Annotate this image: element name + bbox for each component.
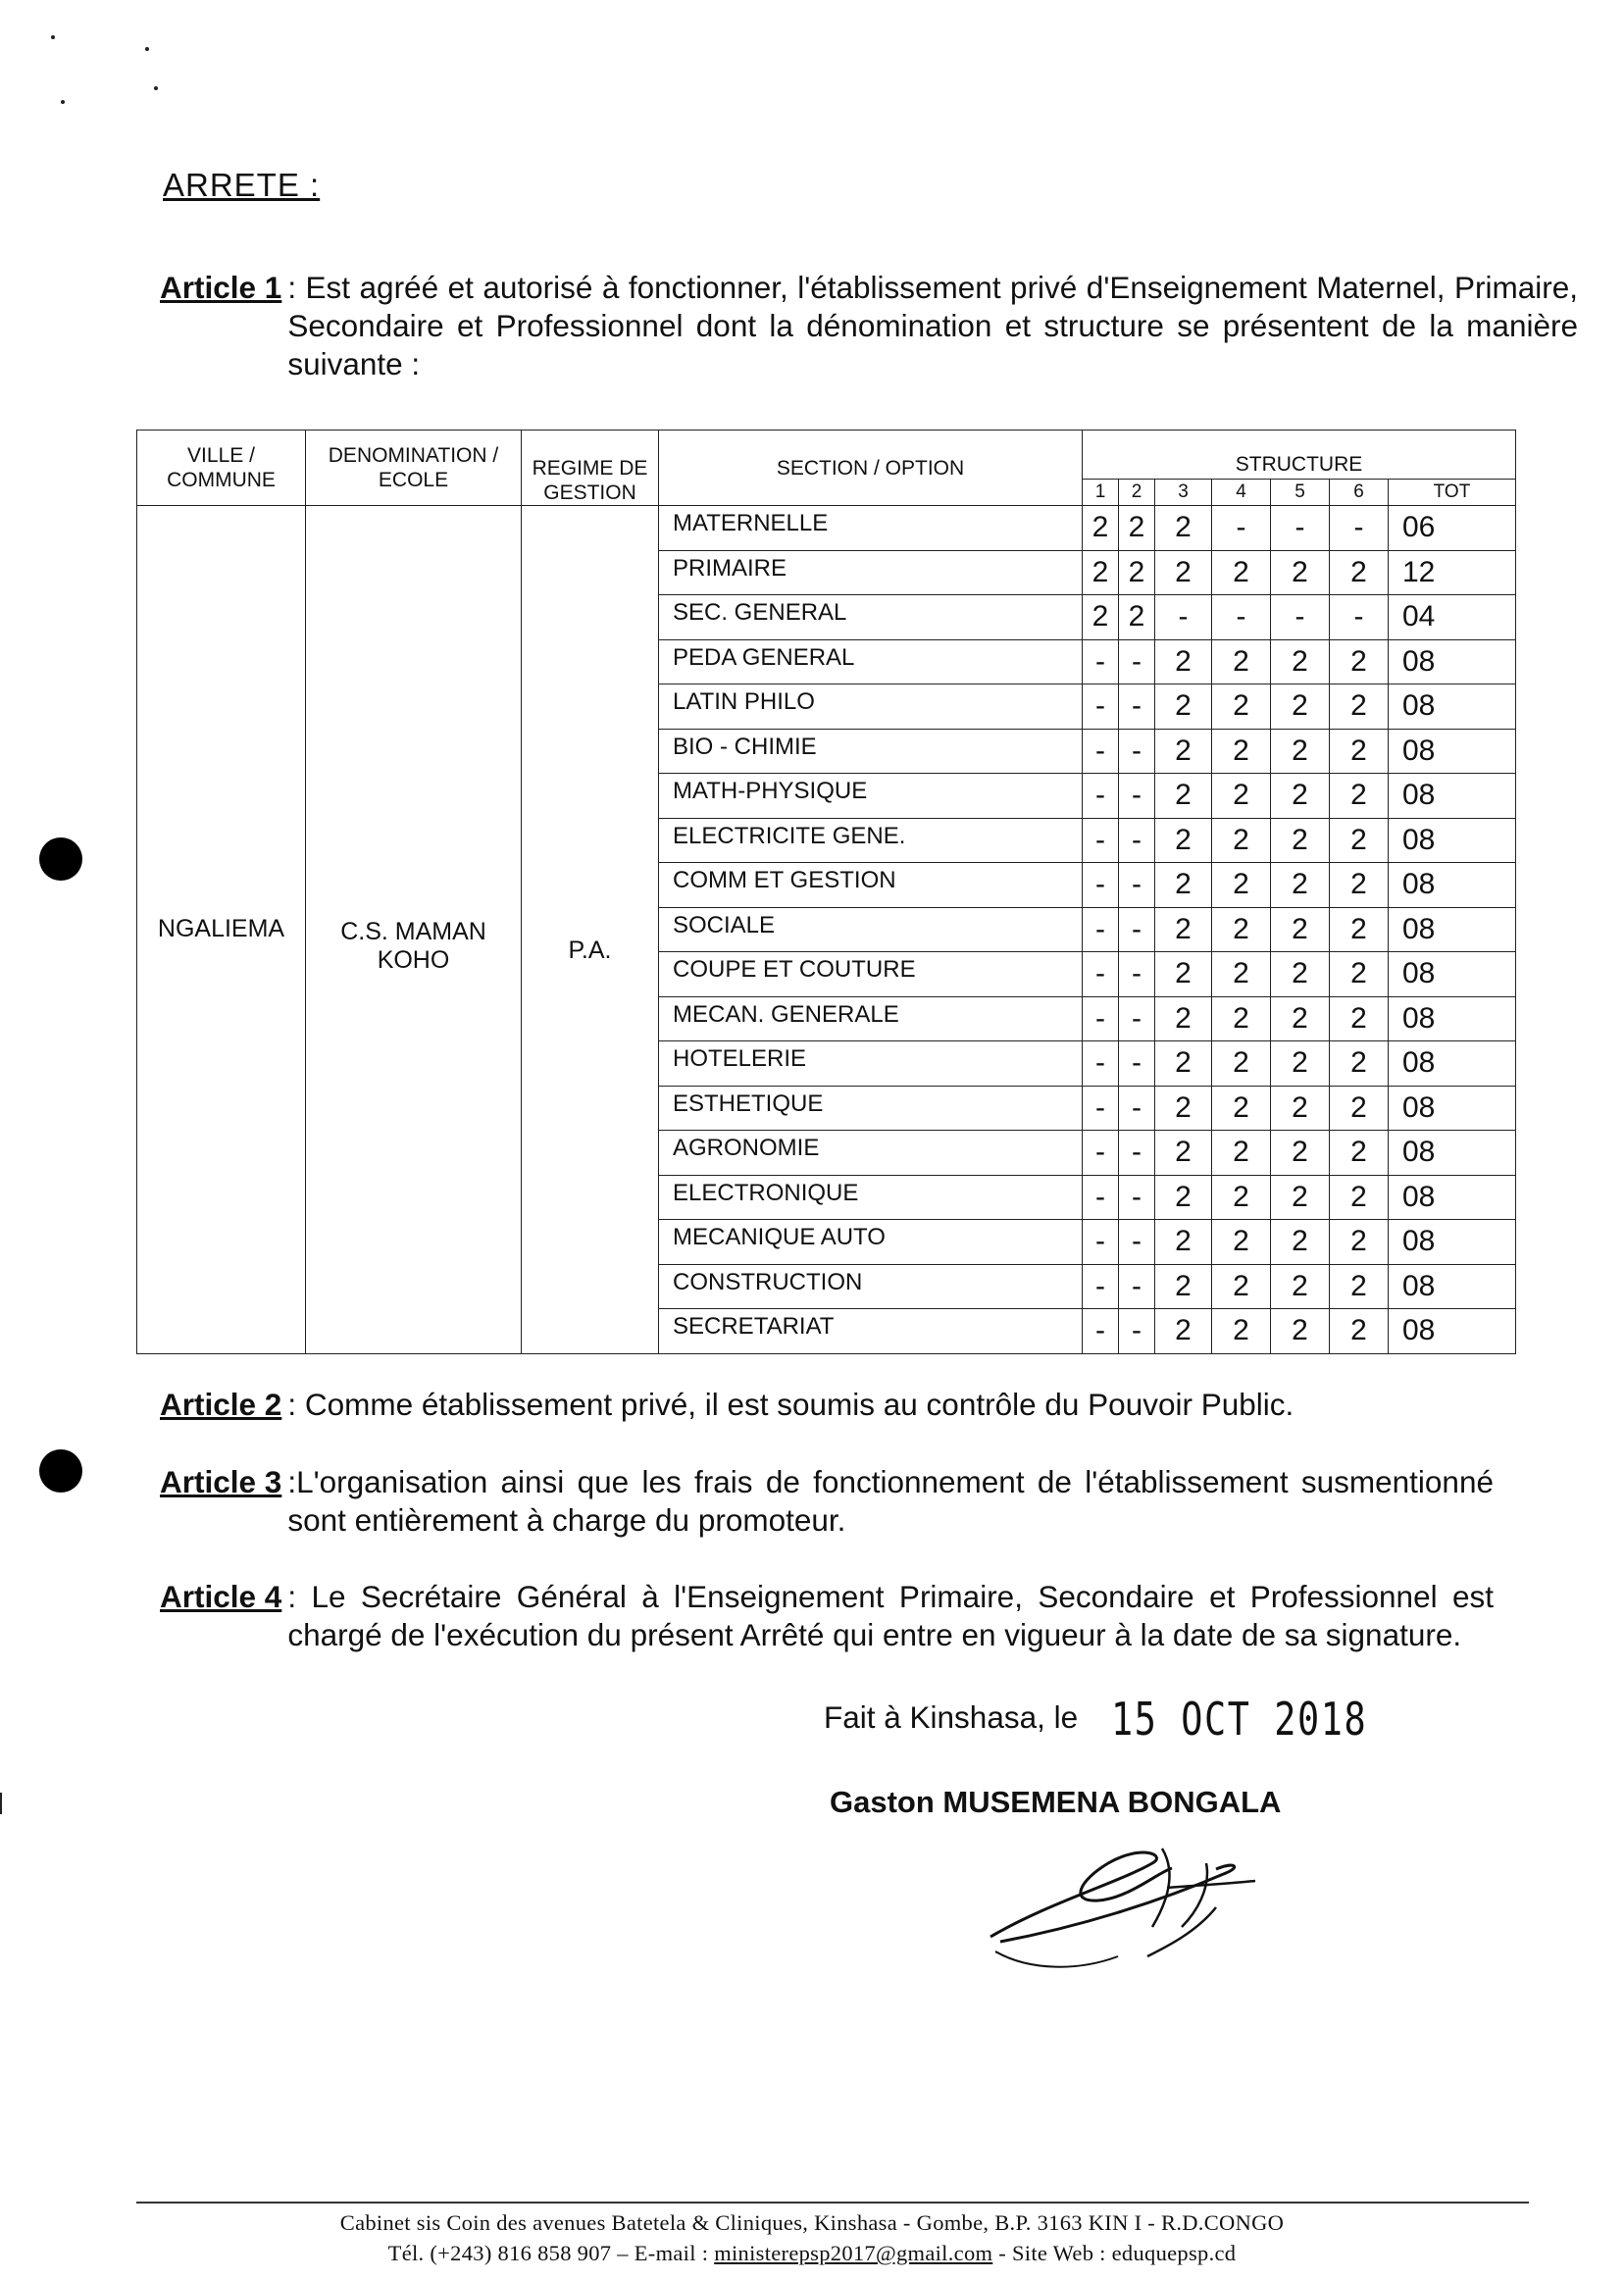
cell-level-1: - xyxy=(1083,1175,1119,1220)
cell-section: HOTELERIE xyxy=(659,1041,1083,1087)
cell-level-2: - xyxy=(1119,952,1155,997)
cell-level-4: 2 xyxy=(1212,996,1271,1041)
footer-contact xyxy=(0,2241,1624,2266)
cell-level-1: 2 xyxy=(1083,595,1119,640)
header-structure: STRUCTURE xyxy=(1083,431,1516,480)
header-section: SECTION / OPTION xyxy=(659,431,1083,506)
cell-level-2: - xyxy=(1119,1041,1155,1087)
cell-level-5: 2 xyxy=(1271,1309,1330,1354)
cell-total: 08 xyxy=(1389,1175,1516,1220)
article-2 xyxy=(160,1386,1578,1424)
cell-level-6: - xyxy=(1330,506,1389,551)
cell-level-1: - xyxy=(1083,907,1119,952)
cell-level-3: 2 xyxy=(1155,863,1212,908)
cell-level-4: 2 xyxy=(1212,952,1271,997)
header-ville: VILLE / COMMUNE xyxy=(137,431,306,506)
cell-total: 08 xyxy=(1389,639,1516,684)
cell-section: PRIMAIRE xyxy=(659,550,1083,595)
cell-level-6: 2 xyxy=(1330,907,1389,952)
cell-level-3: 2 xyxy=(1155,996,1212,1041)
cell-level-6: 2 xyxy=(1330,1041,1389,1087)
cell-regime: P.A. xyxy=(522,506,659,1354)
cell-level-4: 2 xyxy=(1212,1220,1271,1265)
cell-level-2: - xyxy=(1119,1131,1155,1176)
cell-level-5: - xyxy=(1271,506,1330,551)
cell-level-2: - xyxy=(1119,863,1155,908)
cell-level-2: - xyxy=(1119,1220,1155,1265)
cell-level-4: 2 xyxy=(1212,639,1271,684)
cell-level-1: - xyxy=(1083,1086,1119,1131)
footer-email-link[interactable]: ministerepsp2017@gmail.com xyxy=(714,2241,993,2265)
cell-level-5: 2 xyxy=(1271,774,1330,819)
cell-level-4: 2 xyxy=(1212,907,1271,952)
cell-level-6: 2 xyxy=(1330,1175,1389,1220)
cell-level-6: 2 xyxy=(1330,639,1389,684)
cell-total: 08 xyxy=(1389,1264,1516,1309)
punch-hole-bottom xyxy=(39,1449,82,1493)
article-1 xyxy=(160,269,1578,383)
cell-total: 08 xyxy=(1389,907,1516,952)
cell-level-4: - xyxy=(1212,595,1271,640)
arrete-heading: ARRETE : xyxy=(163,167,321,203)
cell-level-1: - xyxy=(1083,1309,1119,1354)
cell-level-1: 2 xyxy=(1083,550,1119,595)
punch-hole-top xyxy=(39,837,82,881)
cell-section: COMM ET GESTION xyxy=(659,863,1083,908)
cell-section: SECRETARIAT xyxy=(659,1309,1083,1354)
footer-address: Cabinet sis Coin des avenues Batetela & Cliniques, Kinshasa - Gombe, B.P. 3163 KIN I - R.D.CONGO xyxy=(339,2210,1285,2235)
cell-level-5: 2 xyxy=(1271,952,1330,997)
cell-section: AGRONOMIE xyxy=(659,1131,1083,1176)
cell-level-3: 2 xyxy=(1155,907,1212,952)
cell-total: 08 xyxy=(1389,729,1516,774)
table-row xyxy=(137,506,1516,551)
article-1-text: : Est agréé et autorisé à fonctionner, l'établissement privé d'Enseignement Maternel, Primaire, Secondaire et Professionnel dont la dénomination et structure se présentent de la manière suivante : xyxy=(287,270,1578,381)
cell-section: ELECTRONIQUE xyxy=(659,1175,1083,1220)
cell-level-4: 2 xyxy=(1212,818,1271,863)
cell-level-1: - xyxy=(1083,684,1119,730)
cell-section: MATH-PHYSIQUE xyxy=(659,774,1083,819)
cell-level-5: 2 xyxy=(1271,1086,1330,1131)
cell-level-4: 2 xyxy=(1212,863,1271,908)
cell-level-2: 2 xyxy=(1119,506,1155,551)
cell-section: LATIN PHILO xyxy=(659,684,1083,730)
article-2-text: : Comme établissement privé, il est soumis au contrôle du Pouvoir Public. xyxy=(287,1387,1294,1422)
cell-level-5: 2 xyxy=(1271,639,1330,684)
cell-total: 08 xyxy=(1389,1131,1516,1176)
cell-level-3: 2 xyxy=(1155,550,1212,595)
cell-level-3: 2 xyxy=(1155,729,1212,774)
footer-phone: Tél. (+243) 816 858 907 – E-mail : xyxy=(387,2241,709,2265)
cell-level-6: 2 xyxy=(1330,1309,1389,1354)
cell-level-5: 2 xyxy=(1271,1175,1330,1220)
header-tot: TOT xyxy=(1389,479,1516,505)
header-level-4: 4 xyxy=(1212,479,1271,505)
cell-level-1: - xyxy=(1083,1131,1119,1176)
cell-level-2: - xyxy=(1119,729,1155,774)
cell-ecole: C.S. MAMAN KOHO xyxy=(306,506,522,1354)
cell-level-3: 2 xyxy=(1155,1309,1212,1354)
cell-section: BIO - CHIMIE xyxy=(659,729,1083,774)
cell-level-5: 2 xyxy=(1271,1131,1330,1176)
cell-level-1: - xyxy=(1083,1041,1119,1087)
cell-level-5: 2 xyxy=(1271,907,1330,952)
cell-level-2: 2 xyxy=(1119,550,1155,595)
cell-total: 08 xyxy=(1389,684,1516,730)
cell-level-2: - xyxy=(1119,1264,1155,1309)
cell-level-5: 2 xyxy=(1271,550,1330,595)
cell-total: 08 xyxy=(1389,1220,1516,1265)
structure-table xyxy=(136,430,1516,1354)
header-regime: REGIME DE GESTION xyxy=(522,431,659,506)
cell-section: PEDA GENERAL xyxy=(659,639,1083,684)
cell-section: MECAN. GENERALE xyxy=(659,996,1083,1041)
cell-level-3: 2 xyxy=(1155,818,1212,863)
header-denomination: DENOMINATION / ECOLE xyxy=(306,431,522,506)
cell-level-5: - xyxy=(1271,595,1330,640)
cell-level-6: 2 xyxy=(1330,729,1389,774)
cell-level-5: 2 xyxy=(1271,1041,1330,1087)
cell-level-6: 2 xyxy=(1330,1086,1389,1131)
cell-level-2: - xyxy=(1119,907,1155,952)
cell-total: 08 xyxy=(1389,1041,1516,1087)
header-level-1: 1 xyxy=(1083,479,1119,505)
cell-level-6: 2 xyxy=(1330,996,1389,1041)
cell-total: 08 xyxy=(1389,952,1516,997)
cell-total: 08 xyxy=(1389,774,1516,819)
cell-level-1: - xyxy=(1083,1220,1119,1265)
article-1-label: Article 1 xyxy=(160,270,282,305)
cell-level-2: - xyxy=(1119,1309,1155,1354)
header-level-3: 3 xyxy=(1155,479,1212,505)
cell-level-1: - xyxy=(1083,774,1119,819)
cell-level-3: 2 xyxy=(1155,639,1212,684)
article-3 xyxy=(160,1463,1494,1540)
cell-level-3: 2 xyxy=(1155,684,1212,730)
cell-level-6: 2 xyxy=(1330,1220,1389,1265)
article-2-label: Article 2 xyxy=(160,1387,282,1422)
cell-level-4: 2 xyxy=(1212,1175,1271,1220)
cell-level-5: 2 xyxy=(1271,1264,1330,1309)
cell-section: COUPE ET COUTURE xyxy=(659,952,1083,997)
cell-level-2: - xyxy=(1119,774,1155,819)
cell-section: ESTHETIQUE xyxy=(659,1086,1083,1131)
cell-section: SEC. GENERAL xyxy=(659,595,1083,640)
cell-total: 08 xyxy=(1389,1086,1516,1131)
cell-level-2: - xyxy=(1119,684,1155,730)
cell-level-3: 2 xyxy=(1155,1041,1212,1087)
date-stamp: 15 OCT 2018 xyxy=(1111,1693,1368,1746)
cell-total: 08 xyxy=(1389,1309,1516,1354)
article-4 xyxy=(160,1578,1494,1654)
cell-level-2: - xyxy=(1119,818,1155,863)
cell-level-6: 2 xyxy=(1330,774,1389,819)
cell-section: ELECTRICITE GENE. xyxy=(659,818,1083,863)
cell-level-2: - xyxy=(1119,639,1155,684)
cell-level-6: 2 xyxy=(1330,952,1389,997)
cell-level-6: 2 xyxy=(1330,550,1389,595)
cell-level-3: 2 xyxy=(1155,1086,1212,1131)
footer-rule xyxy=(136,2202,1529,2204)
cell-level-5: 2 xyxy=(1271,729,1330,774)
cell-level-2: - xyxy=(1119,1086,1155,1131)
cell-level-5: 2 xyxy=(1271,996,1330,1041)
cell-level-6: 2 xyxy=(1330,818,1389,863)
cell-level-4: 2 xyxy=(1212,774,1271,819)
cell-level-4: 2 xyxy=(1212,1086,1271,1131)
cell-level-4: 2 xyxy=(1212,1309,1271,1354)
cell-section: MECANIQUE AUTO xyxy=(659,1220,1083,1265)
cell-level-1: 2 xyxy=(1083,506,1119,551)
cell-total: 08 xyxy=(1389,863,1516,908)
cell-total: 06 xyxy=(1389,506,1516,551)
cell-level-2: - xyxy=(1119,1175,1155,1220)
cell-level-3: 2 xyxy=(1155,1220,1212,1265)
cell-ville: NGALIEMA xyxy=(137,506,306,1354)
article-4-text: : Le Secrétaire Général à l'Enseignement Primaire, Secondaire et Professionnel est chargé de l'exécution du présent Arrêté qui entre en vigueur à la date de sa signature. xyxy=(287,1579,1494,1652)
cell-level-4: 2 xyxy=(1212,550,1271,595)
cell-level-6: 2 xyxy=(1330,1264,1389,1309)
cell-level-4: 2 xyxy=(1212,684,1271,730)
cell-level-2: - xyxy=(1119,996,1155,1041)
cell-level-3: - xyxy=(1155,595,1212,640)
cell-level-3: 2 xyxy=(1155,1131,1212,1176)
signer-name: Gaston MUSEMENA BONGALA xyxy=(830,1785,1282,1819)
cell-level-3: 2 xyxy=(1155,1175,1212,1220)
cell-section: MATERNELLE xyxy=(659,506,1083,551)
cell-level-1: - xyxy=(1083,729,1119,774)
header-level-5: 5 xyxy=(1271,479,1330,505)
cell-level-6: - xyxy=(1330,595,1389,640)
cell-level-4: 2 xyxy=(1212,1131,1271,1176)
cell-level-4: 2 xyxy=(1212,729,1271,774)
cell-level-3: 2 xyxy=(1155,1264,1212,1309)
header-level-2: 2 xyxy=(1119,479,1155,505)
cell-level-3: 2 xyxy=(1155,952,1212,997)
cell-level-4: 2 xyxy=(1212,1264,1271,1309)
article-4-label: Article 4 xyxy=(160,1579,282,1614)
article-3-text: :L'organisation ainsi que les frais de fonctionnement de l'établissement susmentionné sont entièrement à charge du promoteur. xyxy=(287,1464,1494,1538)
structure-table-body xyxy=(137,506,1516,1354)
cell-total: 08 xyxy=(1389,818,1516,863)
cell-level-6: 2 xyxy=(1330,684,1389,730)
cell-level-2: 2 xyxy=(1119,595,1155,640)
article-3-label: Article 3 xyxy=(160,1464,282,1499)
handwritten-signature xyxy=(971,1834,1265,1981)
cell-level-6: 2 xyxy=(1330,863,1389,908)
cell-level-6: 2 xyxy=(1330,1131,1389,1176)
cell-section: SOCIALE xyxy=(659,907,1083,952)
cell-section: CONSTRUCTION xyxy=(659,1264,1083,1309)
cell-level-4: - xyxy=(1212,506,1271,551)
cell-level-3: 2 xyxy=(1155,774,1212,819)
place-of-signing: Fait à Kinshasa, le xyxy=(824,1699,1079,1735)
cell-level-1: - xyxy=(1083,863,1119,908)
cell-level-4: 2 xyxy=(1212,1041,1271,1087)
header-level-6: 6 xyxy=(1330,479,1389,505)
cell-level-1: - xyxy=(1083,818,1119,863)
cell-level-5: 2 xyxy=(1271,684,1330,730)
footer-website: - Site Web : eduquepsp.cd xyxy=(998,2241,1237,2265)
cell-level-5: 2 xyxy=(1271,1220,1330,1265)
scan-edge-mark xyxy=(0,1793,2,1814)
cell-total: 08 xyxy=(1389,996,1516,1041)
cell-level-5: 2 xyxy=(1271,863,1330,908)
cell-total: 04 xyxy=(1389,595,1516,640)
cell-level-1: - xyxy=(1083,639,1119,684)
cell-total: 12 xyxy=(1389,550,1516,595)
cell-level-5: 2 xyxy=(1271,818,1330,863)
cell-level-1: - xyxy=(1083,1264,1119,1309)
cell-level-1: - xyxy=(1083,952,1119,997)
cell-level-1: - xyxy=(1083,996,1119,1041)
cell-level-3: 2 xyxy=(1155,506,1212,551)
